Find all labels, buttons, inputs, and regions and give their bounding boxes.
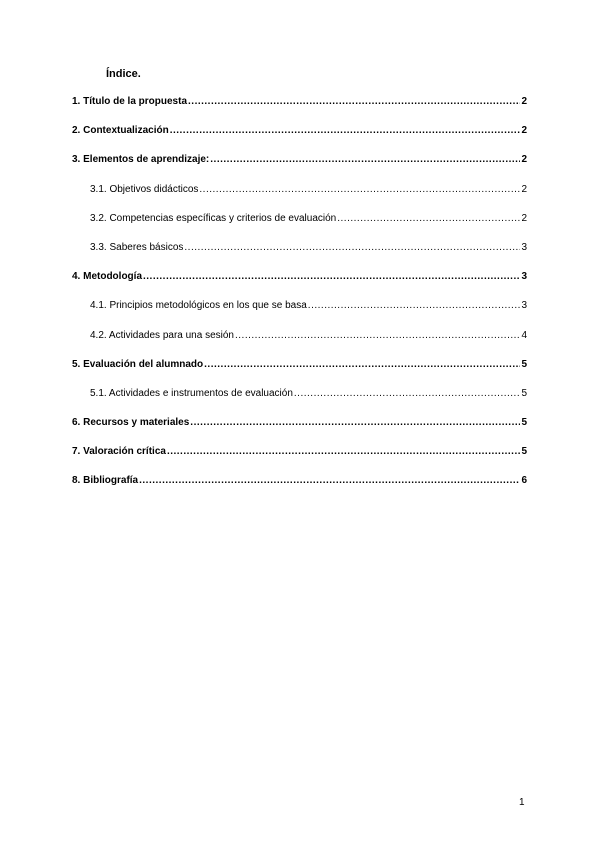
toc-entry-text: 6. Recursos y materiales [72,417,190,429]
toc-subentry[interactable] [72,213,527,242]
toc-entry-page: 6 [521,475,527,487]
toc-entry[interactable] [72,271,527,300]
toc-entry[interactable] [72,96,527,125]
toc-entry[interactable] [72,125,527,154]
toc-entry[interactable] [72,475,527,504]
toc-subentry[interactable] [72,300,527,329]
toc-entry[interactable] [72,154,527,183]
toc-entry-text: 3.3. Saberes básicos [90,241,184,253]
toc-entry-text: 3. Elementos de aprendizaje: [72,154,210,166]
toc-entry-text: 8. Bibliografía [72,475,139,487]
toc-leader-dots [184,242,520,253]
toc-leader-dots [308,300,521,311]
toc-entry-page: 5 [521,358,527,370]
toc-leader-dots [337,213,520,224]
toc-entry[interactable] [72,446,527,475]
toc-leader-dots [190,417,520,428]
toc-entry-text: 5.1. Actividades e instrumentos de evaluación [90,387,293,399]
page-number: 1 [519,797,525,808]
toc-leader-dots [170,125,521,136]
toc-entry-text: 1. Título de la propuesta [72,96,188,107]
toc-entry-page: 5 [521,387,527,399]
toc-entry-text: 7. Valoración crítica [72,446,166,458]
page-title: Índice. [106,68,141,80]
toc-subentry[interactable] [72,184,527,213]
toc-entry-text: 2. Contextualización [72,125,169,137]
toc-entry-page: 2 [521,183,527,195]
toc-leader-dots [167,446,521,457]
toc-leader-dots [188,96,520,107]
toc-entry[interactable] [72,359,527,388]
toc-entry-text: 3.1. Objetivos didácticos [90,183,199,195]
toc-entry-page: 5 [521,417,527,429]
toc-entry-page: 2 [521,125,527,137]
toc-entry-text: 5. Evaluación del alumnado [72,358,204,370]
toc-entry-page: 2 [521,154,527,166]
toc-entry-text: 4.1. Principios metodológicos en los que se basa [90,300,307,312]
toc-entry-text: 3.2. Competencias específicas y criterios de evaluación [90,212,337,224]
toc-entry[interactable] [72,417,527,446]
toc-entry-page: 2 [521,212,527,224]
toc-entry-text: 4. Metodología [72,271,142,283]
toc-entry-page: 2 [521,96,527,107]
toc-leader-dots [210,154,520,165]
toc-entry-page: 4 [521,329,527,341]
toc-subentry[interactable] [72,242,527,271]
toc-entry-page: 3 [521,300,527,312]
table-of-contents [72,96,527,505]
toc-entry-page: 5 [521,446,527,458]
toc-leader-dots [204,359,520,370]
toc-leader-dots [235,330,520,341]
toc-subentry[interactable] [72,330,527,359]
toc-subentry[interactable] [72,388,527,417]
toc-leader-dots [139,475,520,486]
toc-leader-dots [199,184,520,195]
toc-entry-page: 3 [521,271,527,283]
toc-entry-page: 3 [521,241,527,253]
toc-entry-text: 4.2. Actividades para una sesión [90,329,234,341]
toc-leader-dots [143,271,520,282]
toc-leader-dots [294,388,521,399]
